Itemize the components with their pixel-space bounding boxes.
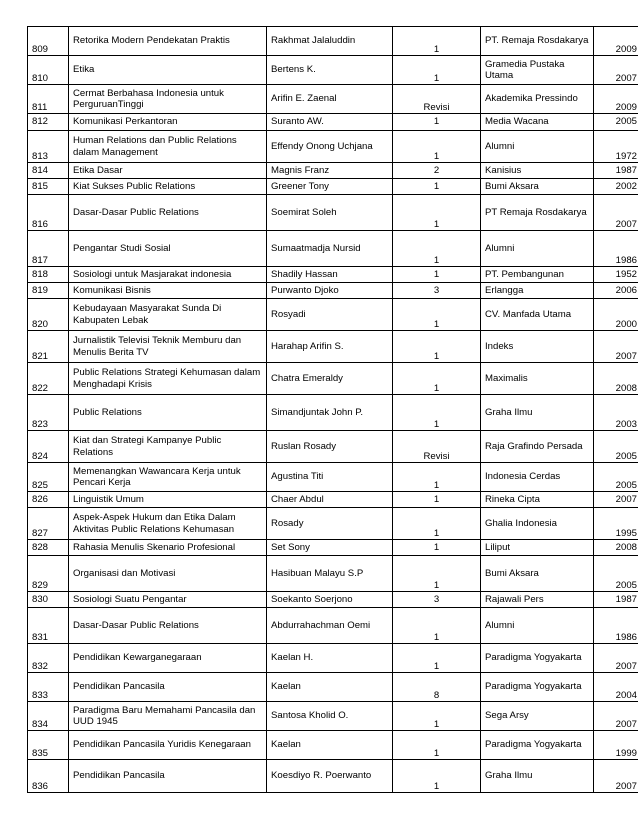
publisher-cell: Indonesia Cerdas <box>481 463 594 492</box>
row-number-cell: 811 <box>28 85 69 114</box>
edition-cell: 1 <box>393 299 481 331</box>
title-cell: Sosiologi untuk Masjarakat indonesia <box>69 267 267 283</box>
title-cell: Pengantar Studi Sosial <box>69 231 267 267</box>
author-cell: Kaelan <box>267 673 393 702</box>
year-cell: 2000 <box>594 299 638 331</box>
row-number-cell: 828 <box>28 540 69 556</box>
year-cell: 2009 <box>594 85 638 114</box>
edition-cell: 1 <box>393 363 481 395</box>
year-cell: 1972 <box>594 131 638 163</box>
table-row <box>28 179 638 195</box>
edition-cell: 3 <box>393 592 481 608</box>
author-cell: Shadily Hassan <box>267 267 393 283</box>
row-number-cell: 830 <box>28 592 69 608</box>
table-body <box>28 27 638 793</box>
row-number-cell: 816 <box>28 195 69 231</box>
author-cell: Arifin E. Zaenal <box>267 85 393 114</box>
table-row <box>28 644 638 673</box>
author-cell: Harahap Arifin S. <box>267 331 393 363</box>
title-cell: Sosiologi Suatu Pengantar <box>69 592 267 608</box>
year-cell: 2003 <box>594 395 638 431</box>
year-cell: 2008 <box>594 363 638 395</box>
title-cell: Kebudayaan Masyarakat Sunda Di Kabupaten Lebak <box>69 299 267 331</box>
publisher-cell: Liliput <box>481 540 594 556</box>
row-number-cell: 822 <box>28 363 69 395</box>
year-cell: 2005 <box>594 431 638 463</box>
author-cell: Santosa Kholid O. <box>267 702 393 731</box>
author-cell: Kaelan H. <box>267 644 393 673</box>
publisher-cell: Bumi Aksara <box>481 179 594 195</box>
row-number-cell: 819 <box>28 283 69 299</box>
publisher-cell: Erlangga <box>481 283 594 299</box>
year-cell: 2007 <box>594 56 638 85</box>
title-cell: Kiat Sukses Public Relations <box>69 179 267 195</box>
publisher-cell: Rineka Cipta <box>481 492 594 508</box>
row-number-cell: 833 <box>28 673 69 702</box>
title-cell: Human Relations dan Public Relations dalam Management <box>69 131 267 163</box>
author-cell: Koesdiyo R. Poerwanto <box>267 760 393 793</box>
title-cell: Retorika Modern Pendekatan Praktis <box>69 27 267 56</box>
edition-cell: 1 <box>393 56 481 85</box>
publisher-cell: PT. Pembangunan <box>481 267 594 283</box>
table-row <box>28 85 638 114</box>
edition-cell: 1 <box>393 331 481 363</box>
edition-cell: Revisi <box>393 85 481 114</box>
title-cell: Paradigma Baru Memahami Pancasila dan UUD 1945 <box>69 702 267 731</box>
edition-cell: 2 <box>393 163 481 179</box>
table-row <box>28 131 638 163</box>
year-cell: 2007 <box>594 760 638 793</box>
row-number-cell: 820 <box>28 299 69 331</box>
publisher-cell: PT Remaja Rosdakarya <box>481 195 594 231</box>
title-cell: Komunikasi Perkantoran <box>69 114 267 131</box>
row-number-cell: 812 <box>28 114 69 131</box>
author-cell: Greener Tony <box>267 179 393 195</box>
publisher-cell: Kanisius <box>481 163 594 179</box>
edition-cell: 1 <box>393 702 481 731</box>
year-cell: 2007 <box>594 702 638 731</box>
year-cell: 2008 <box>594 540 638 556</box>
title-cell: Memenangkan Wawancara Kerja untuk Pencari Kerja <box>69 463 267 492</box>
year-cell: 1987 <box>594 592 638 608</box>
table-row <box>28 56 638 85</box>
year-cell: 2007 <box>594 492 638 508</box>
title-cell: Aspek-Aspek Hukum dan Etika Dalam Aktivitas Public Relations Kehumasan <box>69 508 267 540</box>
title-cell: Dasar-Dasar Public Relations <box>69 195 267 231</box>
table-row <box>28 702 638 731</box>
table-row <box>28 431 638 463</box>
author-cell: Kaelan <box>267 731 393 760</box>
year-cell: 2005 <box>594 114 638 131</box>
table-row <box>28 556 638 592</box>
publisher-cell: Media Wacana <box>481 114 594 131</box>
publisher-cell: CV. Manfada Utama <box>481 299 594 331</box>
title-cell: Etika Dasar <box>69 163 267 179</box>
publisher-cell: Paradigma Yogyakarta <box>481 673 594 702</box>
year-cell: 1987 <box>594 163 638 179</box>
row-number-cell: 834 <box>28 702 69 731</box>
title-cell: Komunikasi Bisnis <box>69 283 267 299</box>
title-cell: Pendidikan Pancasila Yuridis Kenegaraan <box>69 731 267 760</box>
table-row <box>28 363 638 395</box>
table-row <box>28 114 638 131</box>
row-number-cell: 824 <box>28 431 69 463</box>
publisher-cell: Bumi Aksara <box>481 556 594 592</box>
row-number-cell: 825 <box>28 463 69 492</box>
title-cell: Kiat dan Strategi Kampanye Public Relations <box>69 431 267 463</box>
title-cell: Pendidikan Pancasila <box>69 673 267 702</box>
edition-cell: Revisi <box>393 431 481 463</box>
publisher-cell: Alumni <box>481 608 594 644</box>
author-cell: Abdurrahachman Oemi <box>267 608 393 644</box>
author-cell: Suranto AW. <box>267 114 393 131</box>
author-cell: Effendy Onong Uchjana <box>267 131 393 163</box>
edition-cell: 1 <box>393 492 481 508</box>
table-row <box>28 267 638 283</box>
publisher-cell: PT. Remaja Rosdakarya <box>481 27 594 56</box>
table-row <box>28 463 638 492</box>
edition-cell: 1 <box>393 644 481 673</box>
publisher-cell: Sega Arsy <box>481 702 594 731</box>
edition-cell: 1 <box>393 760 481 793</box>
row-number-cell: 815 <box>28 179 69 195</box>
publisher-cell: Graha Ilmu <box>481 395 594 431</box>
row-number-cell: 823 <box>28 395 69 431</box>
table-row <box>28 27 638 56</box>
table-row <box>28 299 638 331</box>
row-number-cell: 813 <box>28 131 69 163</box>
table-row <box>28 760 638 793</box>
title-cell: Jurnalistik Televisi Teknik Memburu dan Menulis Berita TV <box>69 331 267 363</box>
table-row <box>28 231 638 267</box>
row-number-cell: 826 <box>28 492 69 508</box>
year-cell: 1952 <box>594 267 638 283</box>
row-number-cell: 829 <box>28 556 69 592</box>
title-cell: Rahasia Menulis Skenario Profesional <box>69 540 267 556</box>
title-cell: Etika <box>69 56 267 85</box>
row-number-cell: 821 <box>28 331 69 363</box>
year-cell: 2007 <box>594 331 638 363</box>
author-cell: Chatra Emeraldy <box>267 363 393 395</box>
table-row <box>28 592 638 608</box>
table-row <box>28 492 638 508</box>
author-cell: Purwanto Djoko <box>267 283 393 299</box>
row-number-cell: 827 <box>28 508 69 540</box>
publisher-cell: Ghalia Indonesia <box>481 508 594 540</box>
year-cell: 1995 <box>594 508 638 540</box>
edition-cell: 1 <box>393 131 481 163</box>
edition-cell: 1 <box>393 114 481 131</box>
table-row <box>28 163 638 179</box>
title-cell: Cermat Berbahasa Indonesia untuk PerguruanTinggi <box>69 85 267 114</box>
row-number-cell: 832 <box>28 644 69 673</box>
row-number-cell: 810 <box>28 56 69 85</box>
title-cell: Public Relations <box>69 395 267 431</box>
edition-cell: 1 <box>393 179 481 195</box>
year-cell: 2002 <box>594 179 638 195</box>
author-cell: Rosady <box>267 508 393 540</box>
edition-cell: 1 <box>393 540 481 556</box>
year-cell: 2005 <box>594 463 638 492</box>
author-cell: Magnis Franz <box>267 163 393 179</box>
year-cell: 2004 <box>594 673 638 702</box>
publisher-cell: Rajawali Pers <box>481 592 594 608</box>
edition-cell: 1 <box>393 731 481 760</box>
table-row <box>28 608 638 644</box>
year-cell: 2007 <box>594 644 638 673</box>
table-row <box>28 731 638 760</box>
year-cell: 1999 <box>594 731 638 760</box>
title-cell: Pendidikan Pancasila <box>69 760 267 793</box>
author-cell: Rosyadi <box>267 299 393 331</box>
row-number-cell: 836 <box>28 760 69 793</box>
row-number-cell: 818 <box>28 267 69 283</box>
year-cell: 2005 <box>594 556 638 592</box>
author-cell: Rakhmat Jalaluddin <box>267 27 393 56</box>
publisher-cell: Maximalis <box>481 363 594 395</box>
year-cell: 2006 <box>594 283 638 299</box>
table-row <box>28 508 638 540</box>
author-cell: Soemirat Soleh <box>267 195 393 231</box>
title-cell: Organisasi dan Motivasi <box>69 556 267 592</box>
author-cell: Simandjuntak John P. <box>267 395 393 431</box>
row-number-cell: 817 <box>28 231 69 267</box>
edition-cell: 1 <box>393 556 481 592</box>
title-cell: Pendidikan Kewarganegaraan <box>69 644 267 673</box>
author-cell: Sumaatmadja Nursid <box>267 231 393 267</box>
publisher-cell: Raja Grafindo Persada <box>481 431 594 463</box>
edition-cell: 1 <box>393 231 481 267</box>
edition-cell: 1 <box>393 195 481 231</box>
row-number-cell: 831 <box>28 608 69 644</box>
title-cell: Dasar-Dasar Public Relations <box>69 608 267 644</box>
edition-cell: 1 <box>393 395 481 431</box>
book-list-table <box>27 26 638 793</box>
table-row <box>28 283 638 299</box>
author-cell: Hasibuan Malayu S.P <box>267 556 393 592</box>
publisher-cell: Graha Ilmu <box>481 760 594 793</box>
table-row <box>28 195 638 231</box>
edition-cell: 8 <box>393 673 481 702</box>
row-number-cell: 814 <box>28 163 69 179</box>
year-cell: 2007 <box>594 195 638 231</box>
publisher-cell: Alumni <box>481 231 594 267</box>
year-cell: 1986 <box>594 231 638 267</box>
edition-cell: 1 <box>393 267 481 283</box>
edition-cell: 1 <box>393 27 481 56</box>
edition-cell: 3 <box>393 283 481 299</box>
author-cell: Agustina Titi <box>267 463 393 492</box>
edition-cell: 1 <box>393 463 481 492</box>
author-cell: Set Sony <box>267 540 393 556</box>
edition-cell: 1 <box>393 608 481 644</box>
publisher-cell: Indeks <box>481 331 594 363</box>
year-cell: 1986 <box>594 608 638 644</box>
author-cell: Soekanto Soerjono <box>267 592 393 608</box>
author-cell: Ruslan Rosady <box>267 431 393 463</box>
table-row <box>28 673 638 702</box>
edition-cell: 1 <box>393 508 481 540</box>
table-row <box>28 540 638 556</box>
author-cell: Bertens K. <box>267 56 393 85</box>
publisher-cell: Akademika Pressindo <box>481 85 594 114</box>
title-cell: Public Relations Strategi Kehumasan dalam Menghadapi Krisis <box>69 363 267 395</box>
publisher-cell: Alumni <box>481 131 594 163</box>
row-number-cell: 835 <box>28 731 69 760</box>
publisher-cell: Paradigma Yogyakarta <box>481 731 594 760</box>
publisher-cell: Gramedia Pustaka Utama <box>481 56 594 85</box>
table-row <box>28 331 638 363</box>
author-cell: Chaer Abdul <box>267 492 393 508</box>
row-number-cell: 809 <box>28 27 69 56</box>
year-cell: 2009 <box>594 27 638 56</box>
title-cell: Linguistik Umum <box>69 492 267 508</box>
table-row <box>28 395 638 431</box>
publisher-cell: Paradigma Yogyakarta <box>481 644 594 673</box>
